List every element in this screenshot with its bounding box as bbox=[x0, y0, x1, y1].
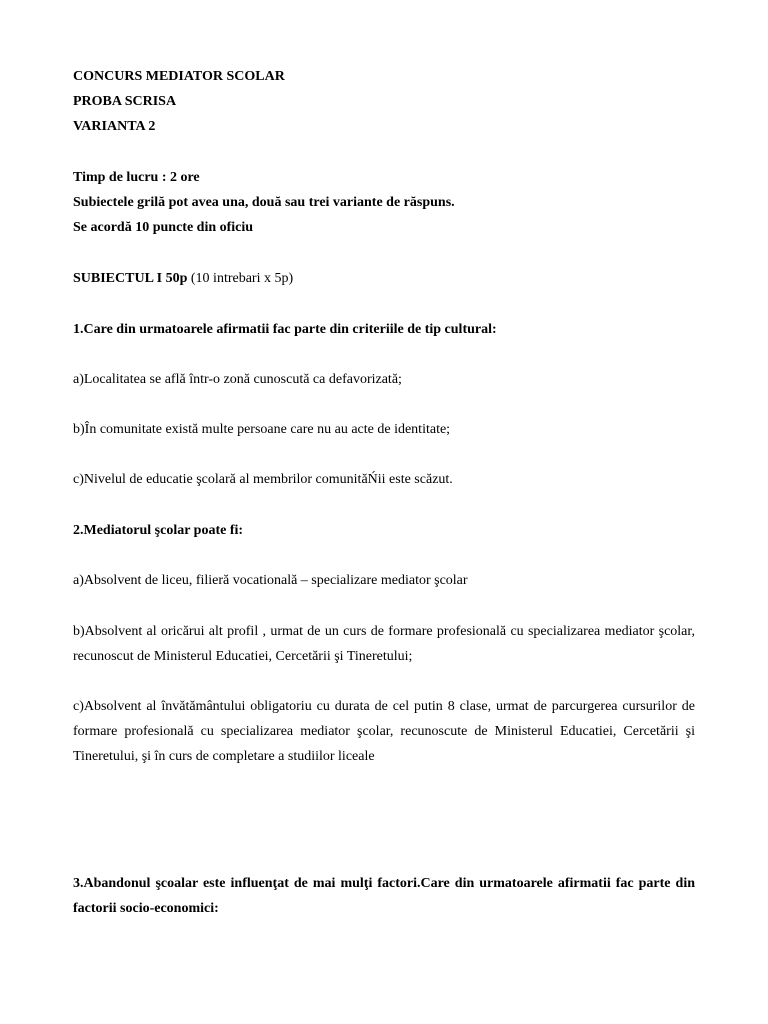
grid-note: Subiectele grilă pot avea una, două sau trei variante de răspuns. bbox=[73, 195, 455, 210]
question-1-option-c: c)Nivelul de educatie şcolară al membrilor comunităŃii este scăzut. bbox=[73, 472, 453, 487]
section-heading bbox=[73, 266, 695, 291]
question-2-option-a: a)Absolvent de liceu, filieră vocatională – specializare mediator şcolar bbox=[73, 573, 468, 588]
header-variant: VARIANTA 2 bbox=[73, 119, 156, 134]
question-2: 2.Mediatorul şcolar poate fi: bbox=[73, 523, 244, 538]
points-note: Se acordă 10 puncte din oficiu bbox=[73, 220, 254, 235]
question-1: 1.Care din urmatoarele afirmatii fac parte din criteriile de tip cultural: bbox=[73, 322, 497, 337]
question-2-option-b: b)Absolvent al oricărui alt profil , urmat de un curs de formare profesională cu specializarea mediator şcolar, recunoscut de Ministerul Educatiei, Cercetării şi Tineretului; bbox=[73, 624, 695, 664]
question-1-option-b: b)În comunitate există multe persoane care nu au acte de identitate; bbox=[73, 422, 451, 437]
question-3: 3.Abandonul şcoalar este influenţat de mai mulţi factori.Care din urmatoarele afirmatii fac parte din factorii socio-economici: bbox=[73, 876, 695, 916]
time-limit: Timp de lucru : 2 ore bbox=[73, 170, 200, 185]
question-2-option-c: c)Absolvent al învătământului obligatoriu cu durata de cel putin 8 clase, urmat de parcurgerea cursurilor de formare profesională cu specializarea mediator şcolar, recunoscute de Ministerul Educatiei, Cercetării şi Tineretului, şi în curs de completare a studiilor liceale bbox=[73, 699, 695, 764]
section-detail: (10 intrebari x 5p) bbox=[187, 271, 294, 286]
header-title: CONCURS MEDIATOR SCOLAR bbox=[73, 69, 285, 84]
section-title: SUBIECTUL I 50p bbox=[73, 271, 188, 286]
question-1-option-a: a)Localitatea se află într-o zonă cunoscută ca defavorizată; bbox=[73, 372, 402, 387]
header-subtitle: PROBA SCRISA bbox=[73, 94, 177, 109]
